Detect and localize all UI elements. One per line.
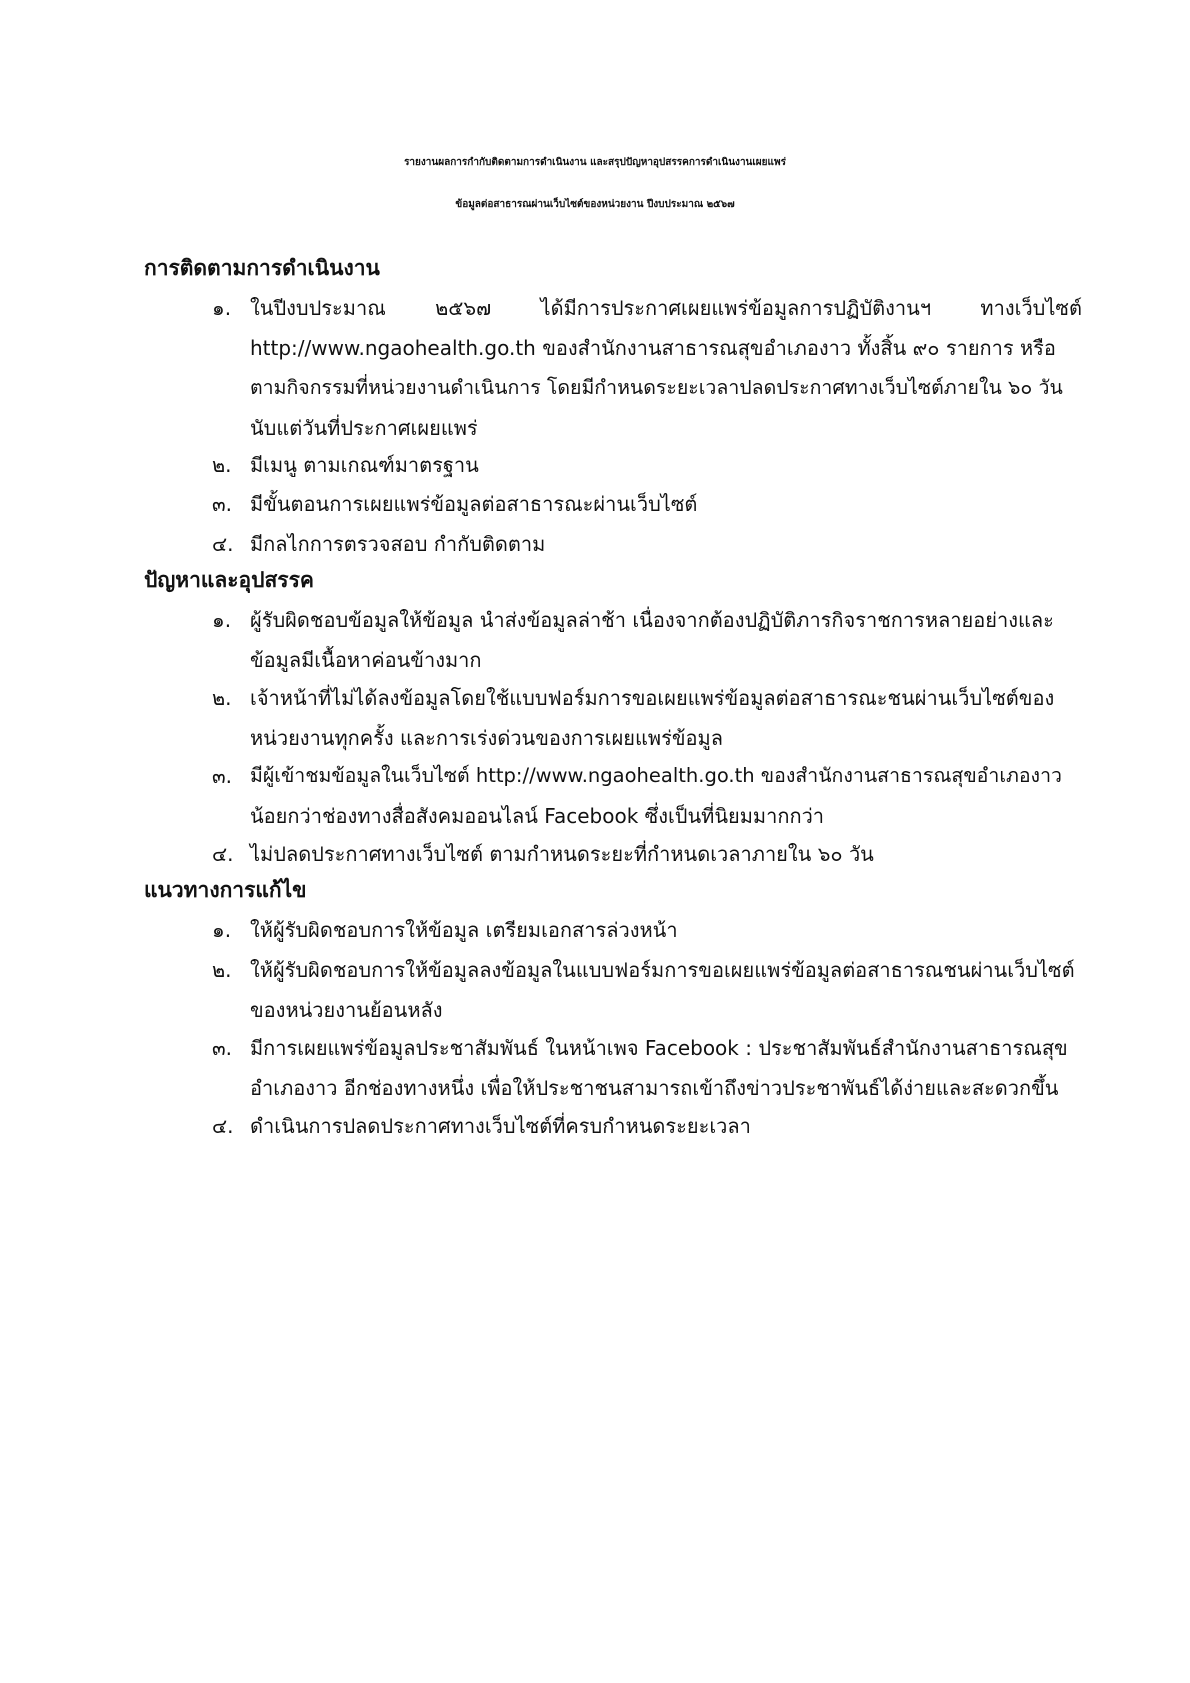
item-text-line: มีการเผยแพร่ข้อมูลประชาสัมพันธ์ ในหน้าเพจ Facebook : ประชาสัมพันธ์สำนักงานสาธารณสุข [250,1036,1068,1060]
item-text-line: อำเภองาว อีกช่องทางหนึ่ง เพื่อให้ประชาชนสามารถเข้าถึงข่าวประชาพันธ์ได้ง่ายและสะดวกขึ้น [250,1076,1059,1100]
document-title-line-2: ข้อมูลต่อสาธารณผ่านเว็บไซต์ของหน่วยงาน ปีงบประมาณ ๒๕๖๗ [455,199,735,210]
item-number: ๑. [212,918,232,942]
section-heading-problems: ปัญหาและอุปสรรค [144,568,314,592]
item-number: ๓. [212,1036,233,1060]
item-number: ๒. [212,958,232,982]
item-text-line: ตามกิจกรรมที่หน่วยงานดำเนินการ โดยมีกำหนดระยะเวลาปลดประกาศทางเว็บไซต์ภายใน ๖๐ วัน [250,376,1063,399]
section-heading-monitoring: การติดตามการดำเนินงาน [144,256,380,280]
item-number: ๒. [212,453,232,477]
item-text-line: ผู้รับผิดชอบข้อมูลให้ข้อมูล นำส่งข้อมูลล่าช้า เนื่องจากต้องปฏิบัติภารกิจราชการหลายอย่างและ [250,608,1054,632]
item-text-line: มีกลไกการตรวจสอบ กำกับติดตาม [250,532,546,556]
item-number: ๑. [212,608,232,632]
item-number: ๑. [212,296,232,320]
item-number: ๓. [212,764,233,788]
item-text-line: ให้ผู้รับผิดชอบการให้ข้อมูลลงข้อมูลในแบบฟอร์มการขอเผยแพร่ข้อมูลต่อสาธารณชนผ่านเว็บไซต์ [250,958,1075,982]
item-text-line: ของหน่วยงานย้อนหลัง [250,998,443,1022]
item-text-line: ดำเนินการปลดประกาศทางเว็บไซต์ที่ครบกำหนดระยะเวลา [250,1114,751,1138]
item-text-line: มีขั้นตอนการเผยแพร่ข้อมูลต่อสาธารณะผ่านเว็บไซต์ [250,492,698,516]
document-title-line-1: รายงานผลการกำกับติดตามการดำเนินงาน และสรุปปัญหาอุปสรรคการดำเนินงานเผยแพร่ [404,157,786,168]
item-text-line: ไม่ปลดประกาศทางเว็บไซต์ ตามกำหนดระยะที่กำหนดเวลาภายใน ๖๐ วัน [250,842,874,866]
item-text-line: มีเมนู ตามเกณฑ์มาตรฐาน [250,453,479,477]
item-text-line: http://www.ngaohealth.go.th ของสำนักงานสาธารณสุขอำเภองาว ทั้งสิ้น ๙๐ รายการ หรือ [250,336,1056,360]
item-text-line: ให้ผู้รับผิดชอบการให้ข้อมูล เตรียมเอกสารล่วงหน้า [250,918,678,942]
item-text-line: น้อยกว่าช่องทางสื่อสังคมออนไลน์ Facebook ซึ่งเป็นที่นิยมมากกว่า [250,804,825,828]
item-number: ๒. [212,686,232,710]
item-text-line: มีผู้เข้าชมข้อมูลในเว็บไซต์ http://www.ngaohealth.go.th ของสำนักงานสาธารณสุขอำเภองาว [250,764,1062,787]
section-heading-solutions: แนวทางการแก้ไข [144,878,307,902]
item-number: ๓. [212,492,233,516]
item-number: ๔. [212,532,234,556]
item-text-line: หน่วยงานทุกครั้ง และการเร่งด่วนของการเผยแพร่ข้อมูล [250,726,723,750]
item-number: ๔. [212,842,234,866]
item-number: ๔. [212,1114,234,1138]
item-text-line: เจ้าหน้าที่ไม่ได้ลงข้อมูลโดยใช้แบบฟอร์มการขอเผยแพร่ข้อมูลต่อสาธารณะชนผ่านเว็บไซต์ของ [250,686,1055,710]
item-text-line: ในปีงบประมาณ ๒๕๖๗ ได้มีการประกาศเผยแพร่ข้อมูลการปฏิบัติงานฯ ทางเว็บไซต์ [250,296,1082,320]
item-text-line: ข้อมูลมีเนื้อหาค่อนข้างมาก [250,648,482,672]
item-text-line: นับแต่วันที่ประกาศเผยแพร่ [250,416,478,440]
